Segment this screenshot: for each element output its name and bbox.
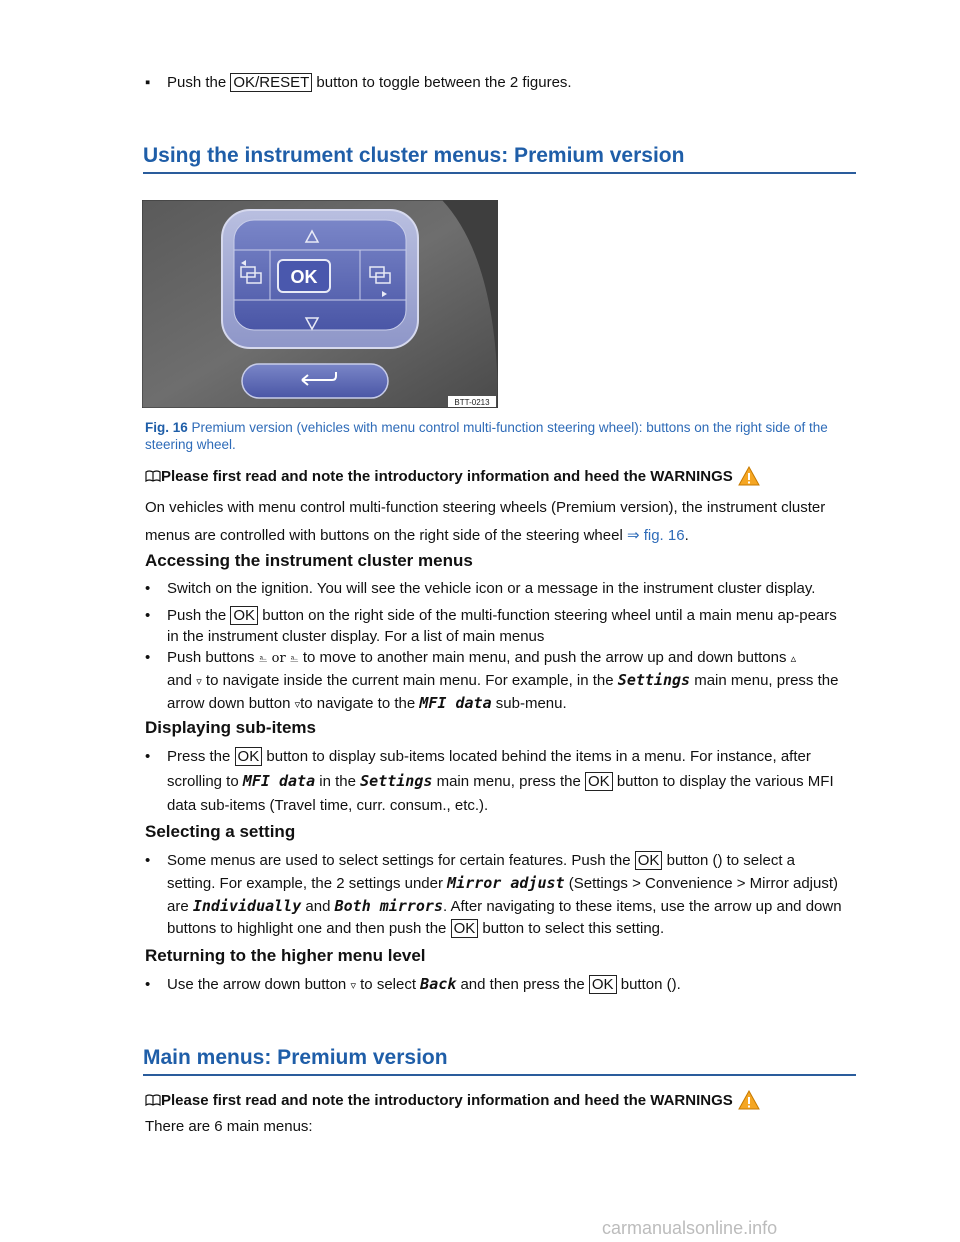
bullet-dot: • [145, 649, 151, 666]
text-part: and [301, 898, 335, 915]
text-part: to navigate to the [300, 695, 420, 712]
text-part: Push the [167, 607, 231, 624]
arrow-down-icon: ▿ [196, 676, 202, 688]
text-part: in the [315, 773, 361, 790]
steering-wheel-figure [142, 200, 498, 408]
ok-key: OK [589, 975, 617, 994]
text-part: main menu, press the [432, 773, 585, 790]
subheading-higher-menu: Returning to the higher menu level [145, 946, 426, 965]
fig-16-link[interactable]: ⇒ fig. 16 [626, 527, 685, 544]
figure-code: BTT-0213 [454, 398, 490, 407]
settings-menu-name: Settings [617, 671, 691, 689]
main-menus-paragraph: There are 6 main menus: [145, 1118, 313, 1135]
book-icon [145, 1094, 161, 1106]
menu-left-icon: ⎁ [258, 653, 268, 665]
menu-right-icon: ⎁ [289, 653, 299, 665]
steering-wheel-buttons-illustration [142, 200, 498, 408]
list-item [145, 605, 845, 647]
text-part: to navigate inside the current main menu. For example, in the [201, 672, 618, 689]
para-end: . [684, 527, 689, 544]
caption-label: Fig. 16 [145, 420, 188, 435]
ok-key: OK [635, 851, 663, 870]
warning-triangle-icon[interactable] [738, 1090, 760, 1110]
text-part: sub-menu. [491, 695, 567, 712]
text-part: button to display the various MFI data sub-items (Travel time, curr. consum., etc.). [167, 773, 834, 814]
intro-paragraph [145, 494, 860, 550]
ok-key: OK [230, 606, 258, 625]
read-note [145, 466, 760, 486]
bullet-dot: • [145, 748, 151, 765]
section-heading-main-menus: Main menus: Premium version [143, 1046, 856, 1076]
subheading-sub-items: Displaying sub-items [145, 718, 316, 737]
subheading-selecting-setting: Selecting a setting [145, 822, 296, 841]
bullet-marker: ▪ [145, 74, 151, 91]
subheading-accessing-menus: Accessing the instrument cluster menus [145, 551, 473, 570]
mirror-adjust-menu-name: Mirror adjust [447, 874, 565, 892]
note-text: Please first read and note the introductory information and heed the WARNINGS [161, 467, 733, 485]
intro-text-after: button to toggle between the 2 figures. [312, 74, 572, 91]
intro-text-before: Push the [167, 74, 231, 91]
figure-caption [145, 419, 855, 453]
book-icon [145, 470, 161, 482]
text-part: and then press the [456, 976, 589, 993]
text-part: to move to another main menu, and push the arrow up and down buttons [298, 649, 791, 666]
both-mirrors-option: Both mirrors [334, 897, 443, 915]
bullet-dot: • [145, 852, 151, 869]
bullet-dot: • [145, 976, 151, 993]
text-part: to select [355, 976, 421, 993]
individually-option: Individually [192, 897, 302, 915]
settings-menu-name: Settings [360, 772, 433, 790]
intro-bullet [145, 72, 845, 93]
list-item [145, 745, 845, 818]
arrow-up-icon: ▵ [790, 653, 797, 665]
arrow-down-icon: ▿ [294, 699, 301, 711]
ok-reset-key: OK/RESET [230, 73, 312, 92]
back-menu-item: Back [420, 975, 457, 993]
caption-text: Premium version (vehicles with menu control multi-function steering wheel): buttons on the right side of the steering wheel. [145, 420, 828, 452]
list-item [145, 647, 845, 716]
text-part: . After navigating to these items, use the arrow up and down buttons to highlight one and then push the [167, 898, 842, 937]
arrow-down-icon: ▿ [350, 980, 356, 992]
text-part: Press the [167, 748, 235, 765]
ok-key: OK [235, 747, 263, 766]
text-part: button on the right side of the multi-function steering wheel until a main menu ap-pears in the instrument cluster display. For a list of main menus [167, 607, 837, 645]
para-text: On vehicles with menu control multi-function steering wheels (Premium version), the instrument cluster menus are controlled with buttons on the right side of the steering wheel [145, 499, 826, 544]
warning-triangle-icon[interactable] [738, 466, 760, 486]
list-item-text: Switch on the ignition. You will see the vehicle icon or a message in the instrument cluster display. [167, 580, 816, 597]
bullet-dot: • [145, 607, 151, 624]
section-heading-cluster-menus: Using the instrument cluster menus: Premium version [143, 144, 856, 174]
mfi-data-menu-name: MFI data [419, 694, 492, 712]
text-part: Use the arrow down button [167, 976, 351, 993]
bullet-dot: • [145, 580, 151, 597]
text-part: Some menus are used to select settings for certain features. Push the [167, 852, 635, 869]
text-part: button to select this setting. [478, 920, 665, 937]
ok-key: OK [451, 919, 479, 938]
text-part: main menu, press the arrow down button [167, 672, 839, 712]
text-part: (Settings > Convenience > Mirror adjust) are [167, 875, 839, 915]
list-item [145, 578, 845, 599]
note-text: Please first read and note the introductory information and heed the WARNINGS [161, 1091, 733, 1109]
list-item [145, 850, 845, 940]
mfi-data-menu-name: MFI data [242, 772, 316, 790]
read-note [145, 1090, 760, 1110]
ok-button-label: OK [290, 267, 318, 287]
text-part: or [267, 651, 290, 666]
text-part: and [167, 672, 197, 689]
text-part: Push buttons [167, 649, 259, 666]
text-part: button to display sub-items located behind the items in a menu. For instance, after scrolling to [167, 748, 811, 790]
watermark: carmanualsonline.info [602, 1218, 778, 1238]
text-part: button (). [616, 976, 681, 993]
text-part: button () to select a setting. For example, the 2 settings under [167, 852, 796, 892]
list-item [145, 974, 845, 997]
ok-key: OK [585, 772, 613, 791]
